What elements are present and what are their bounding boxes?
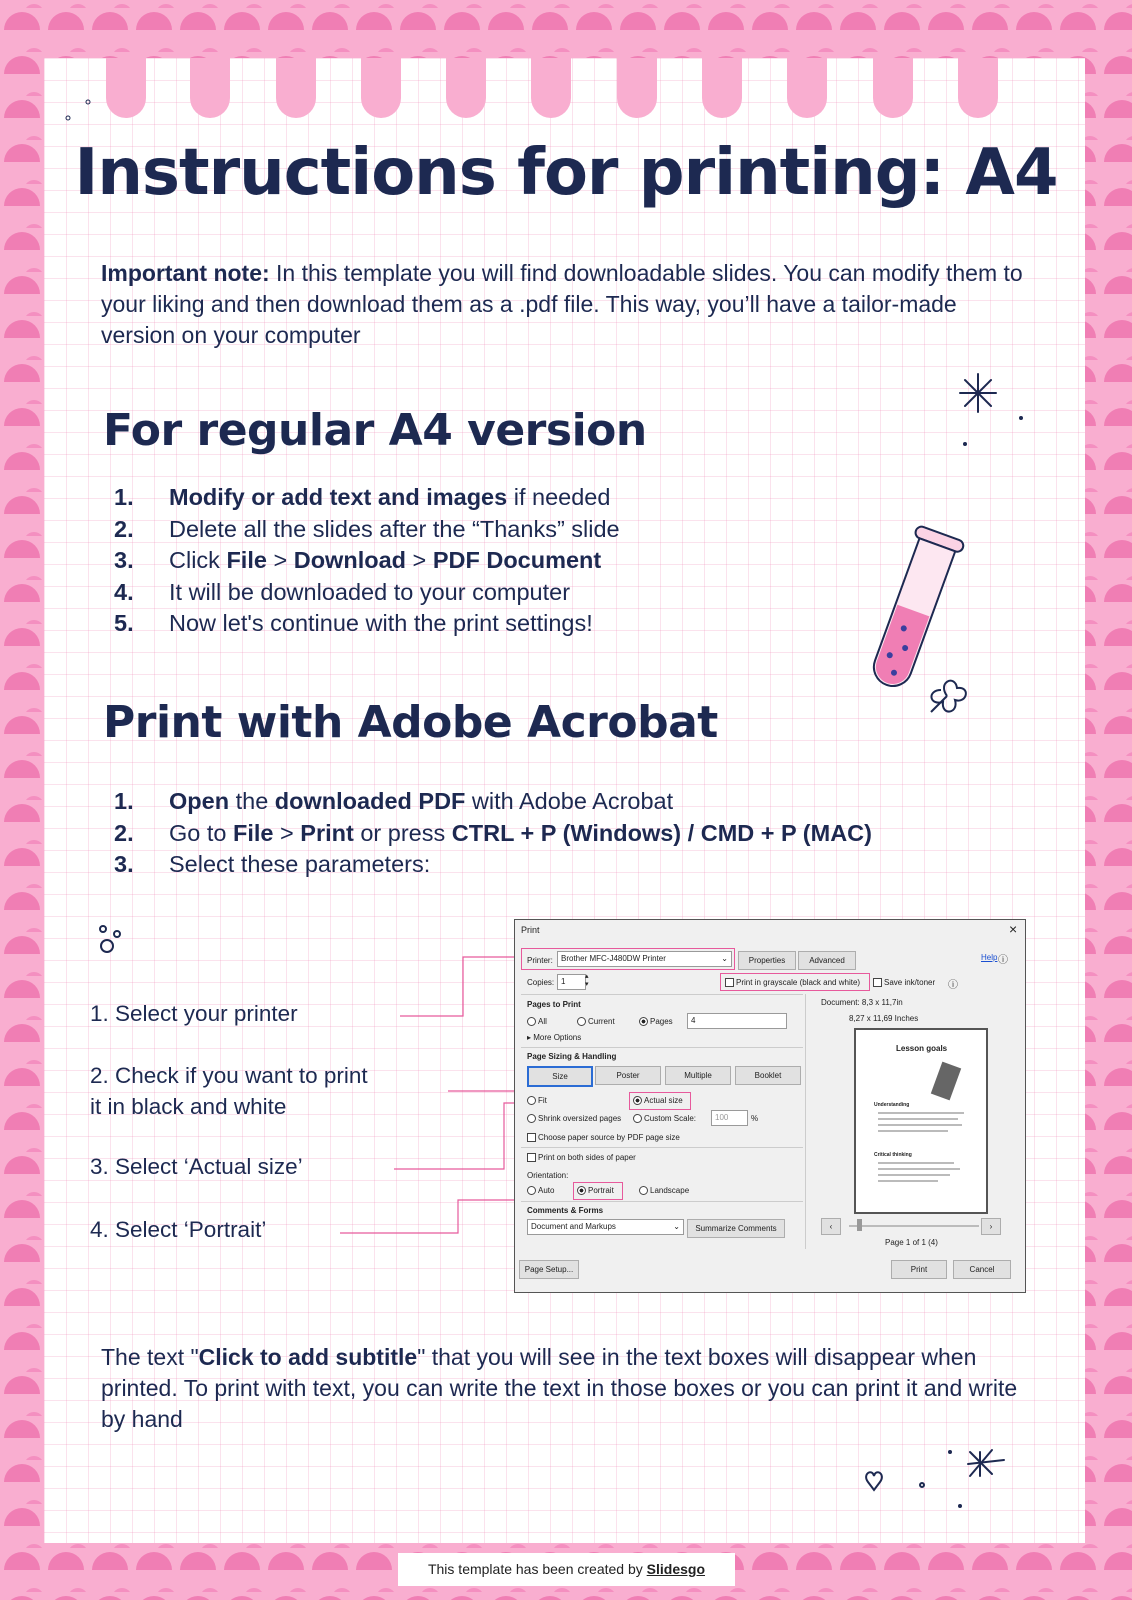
save-ink-label: Save ink/toner: [884, 978, 936, 987]
page-indicator: Page 1 of 1 (4): [885, 1238, 938, 1247]
section-heading-a4: For regular A4 version: [103, 405, 647, 456]
callout-black-white: [90, 1060, 368, 1122]
cancel-button[interactable]: Cancel: [953, 1260, 1011, 1279]
next-page-button[interactable]: ›: [981, 1218, 1001, 1235]
size-tab[interactable]: Size: [527, 1066, 593, 1087]
emphasis-text: Modify or add text and images: [169, 484, 508, 510]
emphasis-text: downloaded PDF: [274, 788, 466, 814]
list-text: [169, 514, 620, 546]
copies-input[interactable]: 1: [557, 974, 586, 990]
close-icon[interactable]: ×: [1009, 921, 1018, 937]
advanced-button[interactable]: Advanced: [798, 951, 856, 970]
pages-current-radio[interactable]: [577, 1017, 615, 1026]
both-sides-label: Print on both sides of paper: [538, 1153, 636, 1162]
preview-heading-2: Critical thinking: [874, 1152, 912, 1158]
plain-text: or press: [353, 819, 452, 846]
preview-text-line: [878, 1112, 964, 1114]
divider: [521, 1201, 803, 1202]
save-ink-checkbox-box[interactable]: [873, 978, 882, 987]
custom-scale-label: Custom Scale:: [644, 1114, 697, 1123]
portrait-highlight: [573, 1182, 623, 1200]
percent-label: %: [751, 1114, 759, 1123]
preview-text-line: [878, 1130, 948, 1132]
preview-text-line: [878, 1168, 960, 1170]
pages-radio[interactable]: [639, 1017, 673, 1026]
emphasis-text: CTRL + P (Windows) / CMD + P (MAC): [451, 819, 872, 846]
portrait-label: Portrait: [588, 1186, 614, 1195]
page-slider-thumb[interactable]: [857, 1219, 862, 1231]
dots-doodle-icon: [60, 94, 100, 124]
custom-scale-radio[interactable]: [633, 1114, 696, 1123]
emphasis-text: File: [233, 819, 274, 846]
callout-portrait: 4. Select ‘Portrait’: [90, 1217, 267, 1242]
emphasis-text: PDF Document: [432, 547, 602, 573]
callout-black-white-line1: 2. Check if you want to print: [90, 1063, 368, 1088]
credit-bar: [398, 1553, 735, 1586]
callout-black-white-line2: it in black and white: [90, 1094, 287, 1119]
callout-select-printer: 1. Select your printer: [90, 1001, 298, 1026]
list-text: [169, 818, 872, 850]
pages-to-print-heading: Pages to Print: [527, 1000, 581, 1009]
list-number: 3.: [114, 851, 134, 877]
booklet-tab[interactable]: Booklet: [735, 1066, 801, 1085]
more-options-toggle[interactable]: ▸ More Options: [527, 1033, 582, 1042]
plain-text: Select these parameters:: [169, 851, 431, 877]
emphasis-text: Open: [169, 788, 230, 814]
pages-label: Pages: [650, 1017, 673, 1026]
footnote-pre: The text ": [101, 1344, 199, 1370]
footnote: [101, 1342, 1021, 1435]
choose-source-label: Choose paper source by PDF page size: [538, 1133, 680, 1142]
list-text: [169, 482, 610, 514]
dialog-title: Print: [521, 925, 540, 935]
pages-all-radio[interactable]: [527, 1017, 547, 1026]
slidesgo-link[interactable]: Slidesgo: [646, 1561, 706, 1577]
preview-title: Lesson goals: [896, 1044, 948, 1053]
pages-input[interactable]: 4: [687, 1013, 787, 1029]
callout-actual-size: 3. Select ‘Actual size’: [90, 1154, 303, 1179]
properties-button[interactable]: Properties: [738, 951, 796, 970]
sizing-heading: Page Sizing & Handling: [527, 1052, 617, 1061]
actual-size-label: Actual size: [644, 1096, 683, 1105]
info-icon: ⓘ: [948, 980, 958, 991]
print-dialog: [514, 919, 1026, 1293]
preview-heading-1: Understanding: [874, 1102, 910, 1108]
custom-scale-input[interactable]: 100: [711, 1110, 748, 1126]
plain-text: Now let's continue with the print settings!: [169, 610, 593, 636]
preview-text-line: [878, 1118, 958, 1120]
list-text: [169, 786, 673, 818]
orientation-label: Orientation:: [527, 1171, 569, 1180]
emphasis-text: File: [226, 547, 267, 573]
list-number: 4.: [114, 578, 134, 605]
fit-label: Fit: [538, 1096, 547, 1105]
a4-steps-list: [114, 482, 620, 640]
a4-step-item: [114, 608, 620, 640]
actual-size-highlight: [629, 1092, 691, 1110]
plain-text: Click: [169, 547, 227, 573]
binding-holes: [0, 58, 1132, 128]
page-setup-button[interactable]: Page Setup...: [519, 1260, 579, 1279]
list-text: [169, 608, 593, 640]
comments-value: Document and Markups: [531, 1222, 616, 1231]
list-text: [169, 545, 601, 577]
landscape-radio[interactable]: [639, 1186, 689, 1195]
both-sides-checkbox[interactable]: [527, 1153, 636, 1162]
list-number: 2.: [114, 819, 134, 846]
clover-doodle-icon: [923, 672, 973, 722]
a4-step-item: [114, 514, 620, 546]
plain-text: Delete all the slides after the “Thanks” slide: [169, 515, 620, 542]
plain-text: the: [229, 788, 275, 814]
divider: [805, 994, 806, 1249]
important-note: [101, 258, 1031, 351]
fit-radio[interactable]: [527, 1096, 547, 1105]
landscape-label: Landscape: [650, 1186, 690, 1195]
prev-page-button[interactable]: ‹: [821, 1218, 841, 1235]
list-number: 5.: [114, 610, 134, 636]
a4-step-item: [114, 577, 620, 609]
printer-highlight: [521, 948, 735, 970]
page-preview: [854, 1028, 988, 1214]
auto-radio[interactable]: [527, 1186, 554, 1195]
printer-value: Brother MFC-J480DW Printer: [561, 954, 666, 963]
save-ink-checkbox[interactable]: [873, 978, 935, 987]
footnote-post: " that you will see in the text boxes will disappear when printed. To print with text, you can write the text in those boxes or you can print it and write by hand: [101, 1344, 1018, 1432]
sparkle-icon: [950, 372, 1030, 452]
summarize-comments-button[interactable]: Summarize Comments: [687, 1219, 785, 1238]
printer-label: Printer:: [527, 956, 553, 965]
list-number: 1.: [114, 788, 134, 814]
comments-select[interactable]: [527, 1219, 684, 1235]
document-size: Document: 8,3 x 11,7in: [821, 998, 903, 1007]
acrobat-step-item: [114, 849, 872, 881]
chevron-down-icon: ⌄: [721, 954, 728, 963]
note-label: Important note:: [101, 260, 270, 286]
preview-image: [931, 1062, 961, 1101]
footnote-bold: Click to add subtitle: [198, 1344, 418, 1370]
shrink-label: Shrink oversized pages: [538, 1114, 622, 1123]
poster-tab[interactable]: Poster: [595, 1066, 661, 1085]
preview-text-line: [878, 1162, 954, 1164]
grayscale-label: Print in grayscale (black and white): [736, 978, 861, 987]
chevron-down-icon: ⌄: [673, 1222, 680, 1231]
divider: [521, 1047, 803, 1048]
section-heading-acrobat: Print with Adobe Acrobat: [103, 697, 718, 748]
emphasis-text: Download: [293, 547, 407, 573]
copies-stepper[interactable]: ▴ ▾: [585, 973, 589, 988]
plain-text: if needed: [507, 484, 611, 510]
plain-text: >: [266, 547, 294, 573]
copies-label: Copies:: [527, 978, 555, 987]
preview-text-line: [878, 1124, 962, 1126]
emphasis-text: Print: [300, 819, 354, 846]
page-slider-track[interactable]: [849, 1225, 979, 1227]
plain-text: >: [406, 547, 433, 573]
page-title: Instructions for printing: A4: [74, 136, 1058, 210]
all-label: All: [538, 1017, 547, 1026]
plain-text: with Adobe Acrobat: [465, 788, 674, 814]
note-text: In this template you will find downloadable slides. You can modify them to your liking and then download them as a .pdf file. This way, you’ll have a tailor-made version on your computer: [101, 260, 1023, 348]
list-text: [169, 577, 570, 609]
preview-text-line: [878, 1174, 950, 1176]
preview-text-line: [878, 1180, 938, 1182]
print-button[interactable]: Print: [891, 1260, 947, 1279]
paper-size: 8,27 x 11,69 Inches: [849, 1014, 919, 1023]
sparkle-heart-doodle-icon: [860, 1442, 1020, 1512]
shrink-radio[interactable]: [527, 1114, 621, 1123]
acrobat-step-item: [114, 786, 872, 818]
list-text: [169, 849, 430, 881]
a4-step-item: [114, 545, 620, 577]
help-link[interactable]: Help: [981, 953, 998, 962]
choose-source-checkbox[interactable]: [527, 1133, 680, 1142]
comments-forms-heading: Comments & Forms: [527, 1206, 604, 1215]
acrobat-steps-list: [114, 786, 872, 881]
acrobat-step-item: [114, 818, 872, 850]
bubbles-doodle-icon: [96, 920, 126, 960]
plain-text: It will be downloaded to your computer: [169, 578, 571, 605]
divider: [521, 1147, 803, 1148]
help-icon: ⓘ: [998, 955, 1008, 966]
plain-text: >: [273, 819, 301, 846]
current-label: Current: [588, 1017, 615, 1026]
auto-label: Auto: [538, 1186, 555, 1195]
multiple-tab[interactable]: Multiple: [665, 1066, 731, 1085]
a4-step-item: [114, 482, 620, 514]
list-number: 2.: [114, 515, 134, 542]
grayscale-highlight: [720, 973, 870, 991]
list-number: 1.: [114, 484, 134, 510]
list-number: 3.: [114, 547, 134, 573]
plain-text: Go to: [169, 819, 234, 846]
divider: [521, 994, 803, 995]
credit-text: This template has been created by: [427, 1561, 647, 1577]
